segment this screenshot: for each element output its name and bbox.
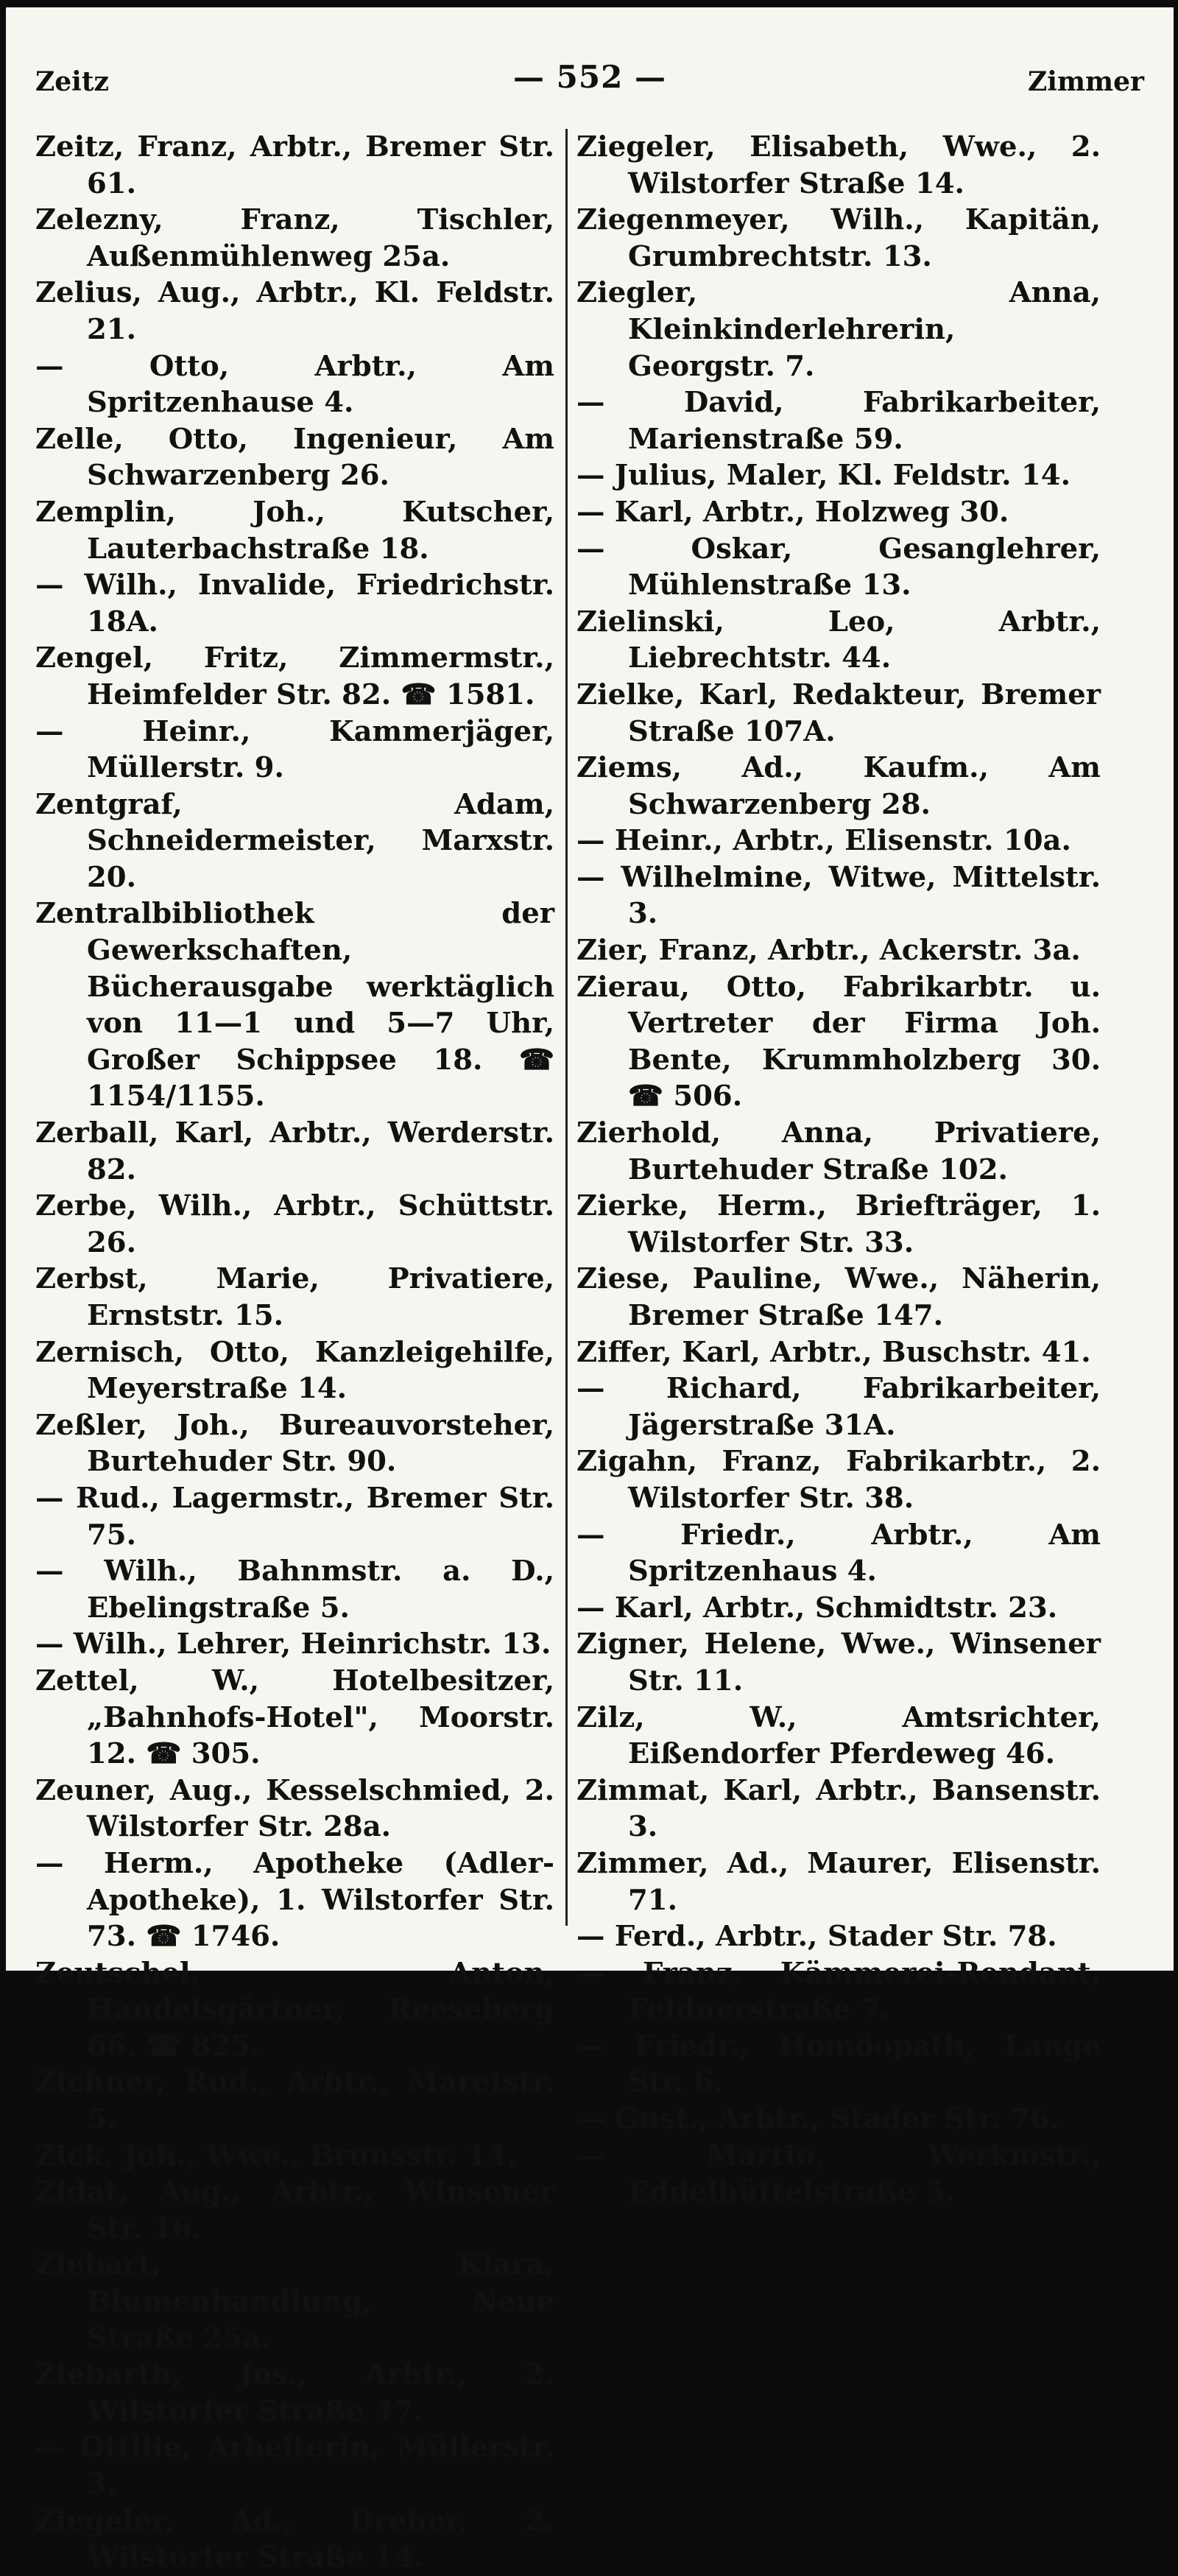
directory-entry: — Franz, Kämmerei-Rendant, Feldnerstraße 7. [576, 1956, 1101, 2027]
directory-entry: Zeßler, Joh., Bureauvorsteher, Burtehuder Str. 90. [35, 1408, 554, 1479]
directory-entry: Zelius, Aug., Arbtr., Kl. Feldstr. 21. [35, 276, 554, 346]
directory-entry: Zimmat, Karl, Arbtr., Bansenstr. 3. [576, 1773, 1101, 1844]
directory-entry: Zielinski, Leo, Arbtr., Liebrechtstr. 44. [576, 605, 1101, 675]
directory-entry: Zelezny, Franz, Tischler, Außenmühlenweg 25a. [35, 203, 554, 273]
directory-entry: — Rud., Lagermstr., Bremer Str. 75. [35, 1481, 554, 1552]
directory-entry: Zielke, Karl, Redakteur, Bremer Straße 107A. [576, 678, 1101, 748]
page-number: — 552 — [513, 59, 666, 95]
directory-entry: Zigahn, Franz, Fabrikarbtr., 2. Wilstorfer Str. 38. [576, 1445, 1101, 1515]
directory-entry: — Heinr., Arbtr., Elisenstr. 10a. [576, 824, 1071, 858]
directory-entry: Zeuner, Aug., Kesselschmied, 2. Wilstorfer Str. 28a. [35, 1773, 554, 1844]
header-left-catchword: Zeitz [35, 66, 109, 97]
directory-entry: Zimmer, Ad., Maurer, Elisenstr. 71. [576, 1846, 1101, 1917]
directory-entry: — Karl, Arbtr., Schmidtstr. 23. [576, 1591, 1058, 1625]
directory-entry: Zerbst, Marie, Privatiere, Ernststr. 15. [35, 1262, 554, 1332]
directory-entry: — Friedr., Arbtr., Am Spritzenhaus 4. [576, 1518, 1101, 1588]
directory-entry: Ziegeler, Elisabeth, Wwe., 2. Wilstorfer Straße 14. [576, 130, 1101, 200]
directory-entry: Ziegenmeyer, Wilh., Kapitän, Grumbrechtstr. 13. [576, 203, 1101, 273]
directory-entry: — Ferd., Arbtr., Stader Str. 78. [576, 1920, 1057, 1954]
directory-entry: Zilz, W., Amtsrichter, Eißendorfer Pferdeweg 46. [576, 1700, 1101, 1771]
directory-entry: — Martin, Werkmstr., Eddelbüttelstraße 5. [576, 2139, 1101, 2209]
directory-entry: — Ottilie, Arbeiterin, Müllerstr. 3. [35, 2431, 554, 2501]
directory-entry: — Herm., Apotheke (Adler-Apotheke), 1. Wilstorfer Str. 73. ☎ 1746. [35, 1846, 554, 1954]
directory-entry: — Friedr., Homöopath, Lange Str. 6. [576, 2029, 1101, 2100]
directory-entry: Zierhold, Anna, Privatiere, Burtehuder Straße 102. [576, 1116, 1101, 1186]
directory-entry: Zick, Joh., Wwe., Brunsstr. 14. [35, 2139, 517, 2172]
directory-entry: Zengel, Fritz, Zimmermstr., Heimfelder Str. 82. ☎ 1581. [35, 641, 554, 711]
directory-entry: Zigner, Helene, Wwe., Winsener Str. 11. [576, 1627, 1101, 1697]
right-column [576, 129, 1101, 2211]
directory-entry: — Richard, Fabrikarbeiter, Jägerstraße 31A. [576, 1372, 1101, 1442]
directory-entry: Zentgraf, Adam, Schneidermeister, Marxstr. 20. [35, 787, 554, 894]
directory-entry: Zeitz, Franz, Arbtr., Bremer Str. 61. [35, 130, 554, 200]
directory-entry: Zierau, Otto, Fabrikarbtr. u. Vertreter der Firma Joh. Bente, Krummholzberg 30. ☎ 506. [576, 970, 1101, 1113]
directory-page [6, 7, 1174, 2575]
directory-entry: — Heinr., Kammerjäger, Müllerstr. 9. [35, 714, 554, 785]
directory-entry: — Karl, Arbtr., Holzweg 30. [576, 495, 1009, 529]
directory-entry: Ziffer, Karl, Arbtr., Buschstr. 41. [576, 1335, 1091, 1369]
running-head [35, 59, 1144, 103]
directory-entry: — Julius, Maler, Kl. Feldstr. 14. [576, 459, 1071, 493]
directory-entry: Ziegeler, Ad., Dreher, 2. Wilstorfer Straße 14. [35, 2504, 554, 2575]
column-divider [565, 129, 568, 1926]
directory-entry: — Oskar, Gesanglehrer, Mühlenstraße 13. [576, 532, 1101, 602]
directory-entry: Ziebarth, Jos., Arbtr., 2. Wilstorfer Straße 47. [35, 2358, 554, 2428]
directory-entry: Zidat, Aug., Arbtr., Winsener Str. 16. [35, 2175, 554, 2245]
directory-entry: Ziebart, Klara, Blumenhandlung, Neue Straße 25a. [35, 2248, 554, 2355]
directory-entry: Ziegler, Anna, Kleinkinderlehrerin, Georgstr. 7. [576, 276, 1101, 383]
directory-entry: — David, Fabrikarbeiter, Marienstraße 59. [576, 386, 1101, 456]
directory-entry: Zemplin, Joh., Kutscher, Lauterbachstraße 18. [35, 495, 554, 566]
directory-entry: Zerbe, Wilh., Arbtr., Schüttstr. 26. [35, 1189, 554, 1259]
directory-entry: Zichner, Rud., Arbtr., Maretstr. 5. [35, 2066, 554, 2136]
directory-entry: Ziems, Ad., Kaufm., Am Schwarzenberg 28. [576, 751, 1101, 821]
directory-entry: Zeutschel, Anton, Handelsgärtner, Reeseberg 66. ☎ 825. [35, 1956, 554, 2063]
header-right-catchword: Zimmer [1027, 66, 1144, 97]
directory-entry: — Otto, Arbtr., Am Spritzenhause 4. [35, 349, 554, 420]
directory-entry: Zerball, Karl, Arbtr., Werderstr. 82. [35, 1116, 554, 1186]
left-column [35, 129, 554, 2576]
directory-entry: — Gust., Arbtr., Stader Str. 76. [576, 2102, 1060, 2136]
directory-entry: — Wilhelmine, Witwe, Mittelstr. 3. [576, 860, 1101, 931]
directory-entry: — Wilh., Bahnmstr. a. D., Ebelingstraße 5. [35, 1555, 554, 1625]
directory-entry: Zierke, Herm., Briefträger, 1. Wilstorfer Str. 33. [576, 1189, 1101, 1259]
directory-entry: — Wilh., Invalide, Friedrichstr. 18A. [35, 569, 554, 638]
directory-entry: Zettel, W., Hotelbesitzer, „Bahnhofs-Hotel", Moorstr. 12. ☎ 305. [35, 1664, 554, 1771]
directory-entry: — Wilh., Lehrer, Heinrichstr. 13. [35, 1627, 551, 1661]
directory-entry: Zernisch, Otto, Kanzleigehilfe, Meyerstraße 14. [35, 1335, 554, 1406]
directory-entry: Ziese, Pauline, Wwe., Näherin, Bremer Straße 147. [576, 1262, 1101, 1332]
directory-entry: Zelle, Otto, Ingenieur, Am Schwarzenberg 26. [35, 422, 554, 493]
directory-entry: Zier, Franz, Arbtr., Ackerstr. 3a. [576, 934, 1081, 968]
directory-entry: Zentralbibliothek der Gewerkschaften, Bücherausgabe werktäglich von 11—1 und 5—7 Uhr, Großer Schippsee 18. ☎ 1154/1155. [35, 897, 554, 1113]
